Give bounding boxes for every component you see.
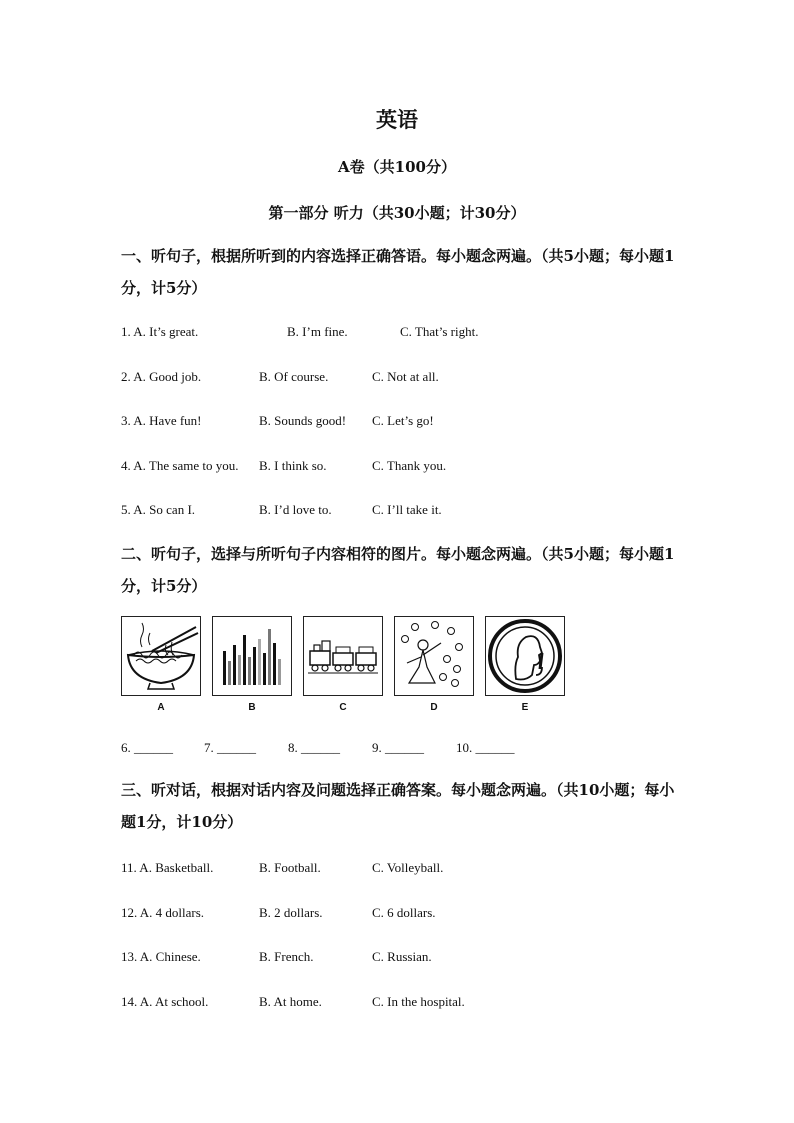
- quiet-person-icon: [486, 617, 564, 695]
- picture-label: D: [430, 702, 438, 713]
- option-b: B. Sounds good!: [259, 413, 347, 428]
- picture-label: A: [157, 702, 165, 713]
- picture-e: [485, 616, 565, 696]
- option-b: B. I’d love to.: [259, 502, 332, 517]
- option-b: B. French.: [259, 949, 314, 964]
- answer-blank[interactable]: 7. ______: [204, 740, 256, 755]
- noodles-icon: [122, 617, 200, 695]
- answer-blank[interactable]: 8. ______: [288, 740, 340, 755]
- picture-b: [212, 616, 292, 696]
- bar-chart-icon: [213, 617, 291, 695]
- picture-d: [394, 616, 474, 696]
- option-a: 12. A. 4 dollars.: [121, 905, 205, 920]
- option-b: B. I’m fine.: [287, 324, 348, 339]
- option-c: C. Not at all.: [372, 369, 439, 384]
- option-b: B. I think so.: [259, 458, 327, 473]
- answer-blank[interactable]: 9. ______: [372, 740, 424, 755]
- paper-subtitle: A卷（共100分）: [338, 158, 456, 176]
- option-c: C. Russian.: [372, 949, 432, 964]
- answer-blank[interactable]: 10. ______: [456, 740, 515, 755]
- option-a: 5. A. So can I.: [121, 502, 196, 517]
- option-c: C. 6 dollars.: [372, 905, 436, 920]
- picture-c: [303, 616, 383, 696]
- option-c: C. I’ll take it.: [372, 502, 442, 517]
- page-title: 英语: [376, 107, 418, 132]
- section2-heading: 二、听句子，选择与所听句子内容相符的图片。每小题念两遍。（共5小题；每小题1分，计5分）: [121, 545, 675, 595]
- option-a: 13. A. Chinese.: [121, 949, 201, 964]
- section1-heading: 一、听句子，根据所听到的内容选择正确答语。每小题念两遍。（共5小题；每小题1分，计5分）: [121, 247, 675, 297]
- option-b: B. Football.: [259, 860, 321, 875]
- picture-label: E: [521, 702, 529, 713]
- option-a: 4. A. The same to you.: [121, 458, 239, 473]
- girl-apples-icon: [395, 617, 473, 695]
- picture-a: [121, 616, 201, 696]
- option-a: 2. A. Good job.: [121, 369, 202, 384]
- picture-label: B: [248, 702, 256, 713]
- option-a: 3. A. Have fun!: [121, 413, 202, 428]
- picture-row: [121, 616, 571, 716]
- option-c: C. Let’s go!: [372, 413, 434, 428]
- train-icon: [304, 617, 382, 695]
- option-c: C. That’s right.: [400, 324, 479, 339]
- option-c: C. Volleyball.: [372, 860, 444, 875]
- option-a: 11. A. Basketball.: [121, 860, 214, 875]
- option-b: B. Of course.: [259, 369, 329, 384]
- option-a: 14. A. At school.: [121, 994, 209, 1009]
- section3-heading: 三、听对话，根据对话内容及问题选择正确答案。每小题念两遍。（共10小题；每小题1分，计10分）: [121, 781, 675, 831]
- option-b: B. At home.: [259, 994, 322, 1009]
- part-heading: 第一部分 听力（共30小题；计30分）: [268, 204, 526, 222]
- picture-label: C: [339, 702, 347, 713]
- option-b: B. 2 dollars.: [259, 905, 323, 920]
- option-c: C. Thank you.: [372, 458, 447, 473]
- answer-blank[interactable]: 6. ______: [121, 740, 173, 755]
- option-c: C. In the hospital.: [372, 994, 465, 1009]
- option-a: 1. A. It’s great.: [121, 324, 199, 339]
